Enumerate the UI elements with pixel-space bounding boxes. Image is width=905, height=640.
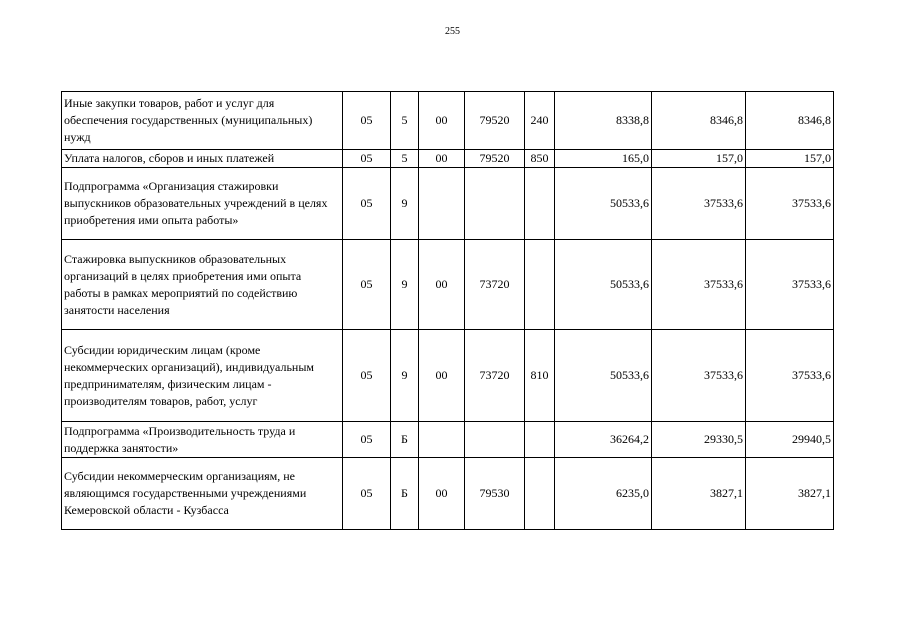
amount-year2: 29330,5: [652, 422, 746, 458]
amount-year1: 165,0: [555, 150, 652, 168]
row-name: Уплата налогов, сборов и иных платежей: [62, 150, 343, 168]
amount-year3: 157,0: [746, 150, 834, 168]
subprogram-code: 00: [419, 240, 465, 330]
program-code: Б: [391, 458, 419, 530]
direction-code: 79530: [465, 458, 525, 530]
section-code: 05: [343, 422, 391, 458]
subprogram-code: 00: [419, 330, 465, 422]
table-body: [62, 92, 834, 530]
expense-type-code: [525, 458, 555, 530]
amount-year1: 8338,8: [555, 92, 652, 150]
amount-year3: 37533,6: [746, 240, 834, 330]
amount-year1: 50533,6: [555, 240, 652, 330]
expense-type-code: 240: [525, 92, 555, 150]
amount-year1: 50533,6: [555, 330, 652, 422]
table-row: [62, 458, 834, 530]
program-code: 9: [391, 330, 419, 422]
expense-type-code: [525, 168, 555, 240]
amount-year2: 3827,1: [652, 458, 746, 530]
amount-year1: 50533,6: [555, 168, 652, 240]
expense-type-code: [525, 240, 555, 330]
section-code: 05: [343, 330, 391, 422]
table-row: [62, 150, 834, 168]
program-code: 5: [391, 150, 419, 168]
program-code: 9: [391, 168, 419, 240]
table-row: [62, 240, 834, 330]
amount-year2: 157,0: [652, 150, 746, 168]
row-name: Субсидии некоммерческим организациям, не являющимся государственными учреждениями Кемеровской области - Кузбасса: [62, 458, 343, 530]
subprogram-code: 00: [419, 150, 465, 168]
expense-type-code: 810: [525, 330, 555, 422]
program-code: 5: [391, 92, 419, 150]
direction-code: 79520: [465, 150, 525, 168]
amount-year3: 8346,8: [746, 92, 834, 150]
program-code: Б: [391, 422, 419, 458]
section-code: 05: [343, 92, 391, 150]
budget-table: [61, 91, 834, 530]
section-code: 05: [343, 168, 391, 240]
amount-year3: 3827,1: [746, 458, 834, 530]
amount-year3: 29940,5: [746, 422, 834, 458]
table-row: [62, 330, 834, 422]
section-code: 05: [343, 458, 391, 530]
table-row: [62, 168, 834, 240]
row-name: Субсидии юридическим лицам (кроме некоммерческих организаций), индивидуальным предпринимателям, физическим лицам - производителям товаров, работ, услуг: [62, 330, 343, 422]
subprogram-code: [419, 422, 465, 458]
row-name: Стажировка выпускников образовательных организаций в целях приобретения ими опыта работы в рамках мероприятий по содействию занятости населения: [62, 240, 343, 330]
amount-year2: 37533,6: [652, 330, 746, 422]
program-code: 9: [391, 240, 419, 330]
amount-year2: 37533,6: [652, 168, 746, 240]
row-name: Подпрограмма «Организация стажировки выпускников образовательных учреждений в целях приобретения ими опыта работы»: [62, 168, 343, 240]
amount-year3: 37533,6: [746, 168, 834, 240]
subprogram-code: 00: [419, 92, 465, 150]
subprogram-code: 00: [419, 458, 465, 530]
page-number: 255: [445, 26, 460, 37]
amount-year2: 8346,8: [652, 92, 746, 150]
table-row: [62, 422, 834, 458]
table-row: [62, 92, 834, 150]
expense-type-code: [525, 422, 555, 458]
direction-code: [465, 422, 525, 458]
amount-year3: 37533,6: [746, 330, 834, 422]
row-name: Подпрограмма «Производительность труда и поддержка занятости»: [62, 422, 343, 458]
section-code: 05: [343, 150, 391, 168]
direction-code: 73720: [465, 240, 525, 330]
amount-year2: 37533,6: [652, 240, 746, 330]
amount-year1: 6235,0: [555, 458, 652, 530]
direction-code: 73720: [465, 330, 525, 422]
expense-type-code: 850: [525, 150, 555, 168]
direction-code: 79520: [465, 92, 525, 150]
amount-year1: 36264,2: [555, 422, 652, 458]
section-code: 05: [343, 240, 391, 330]
subprogram-code: [419, 168, 465, 240]
row-name: Иные закупки товаров, работ и услуг для обеспечения государственных (муниципальных) нужд: [62, 92, 343, 150]
direction-code: [465, 168, 525, 240]
